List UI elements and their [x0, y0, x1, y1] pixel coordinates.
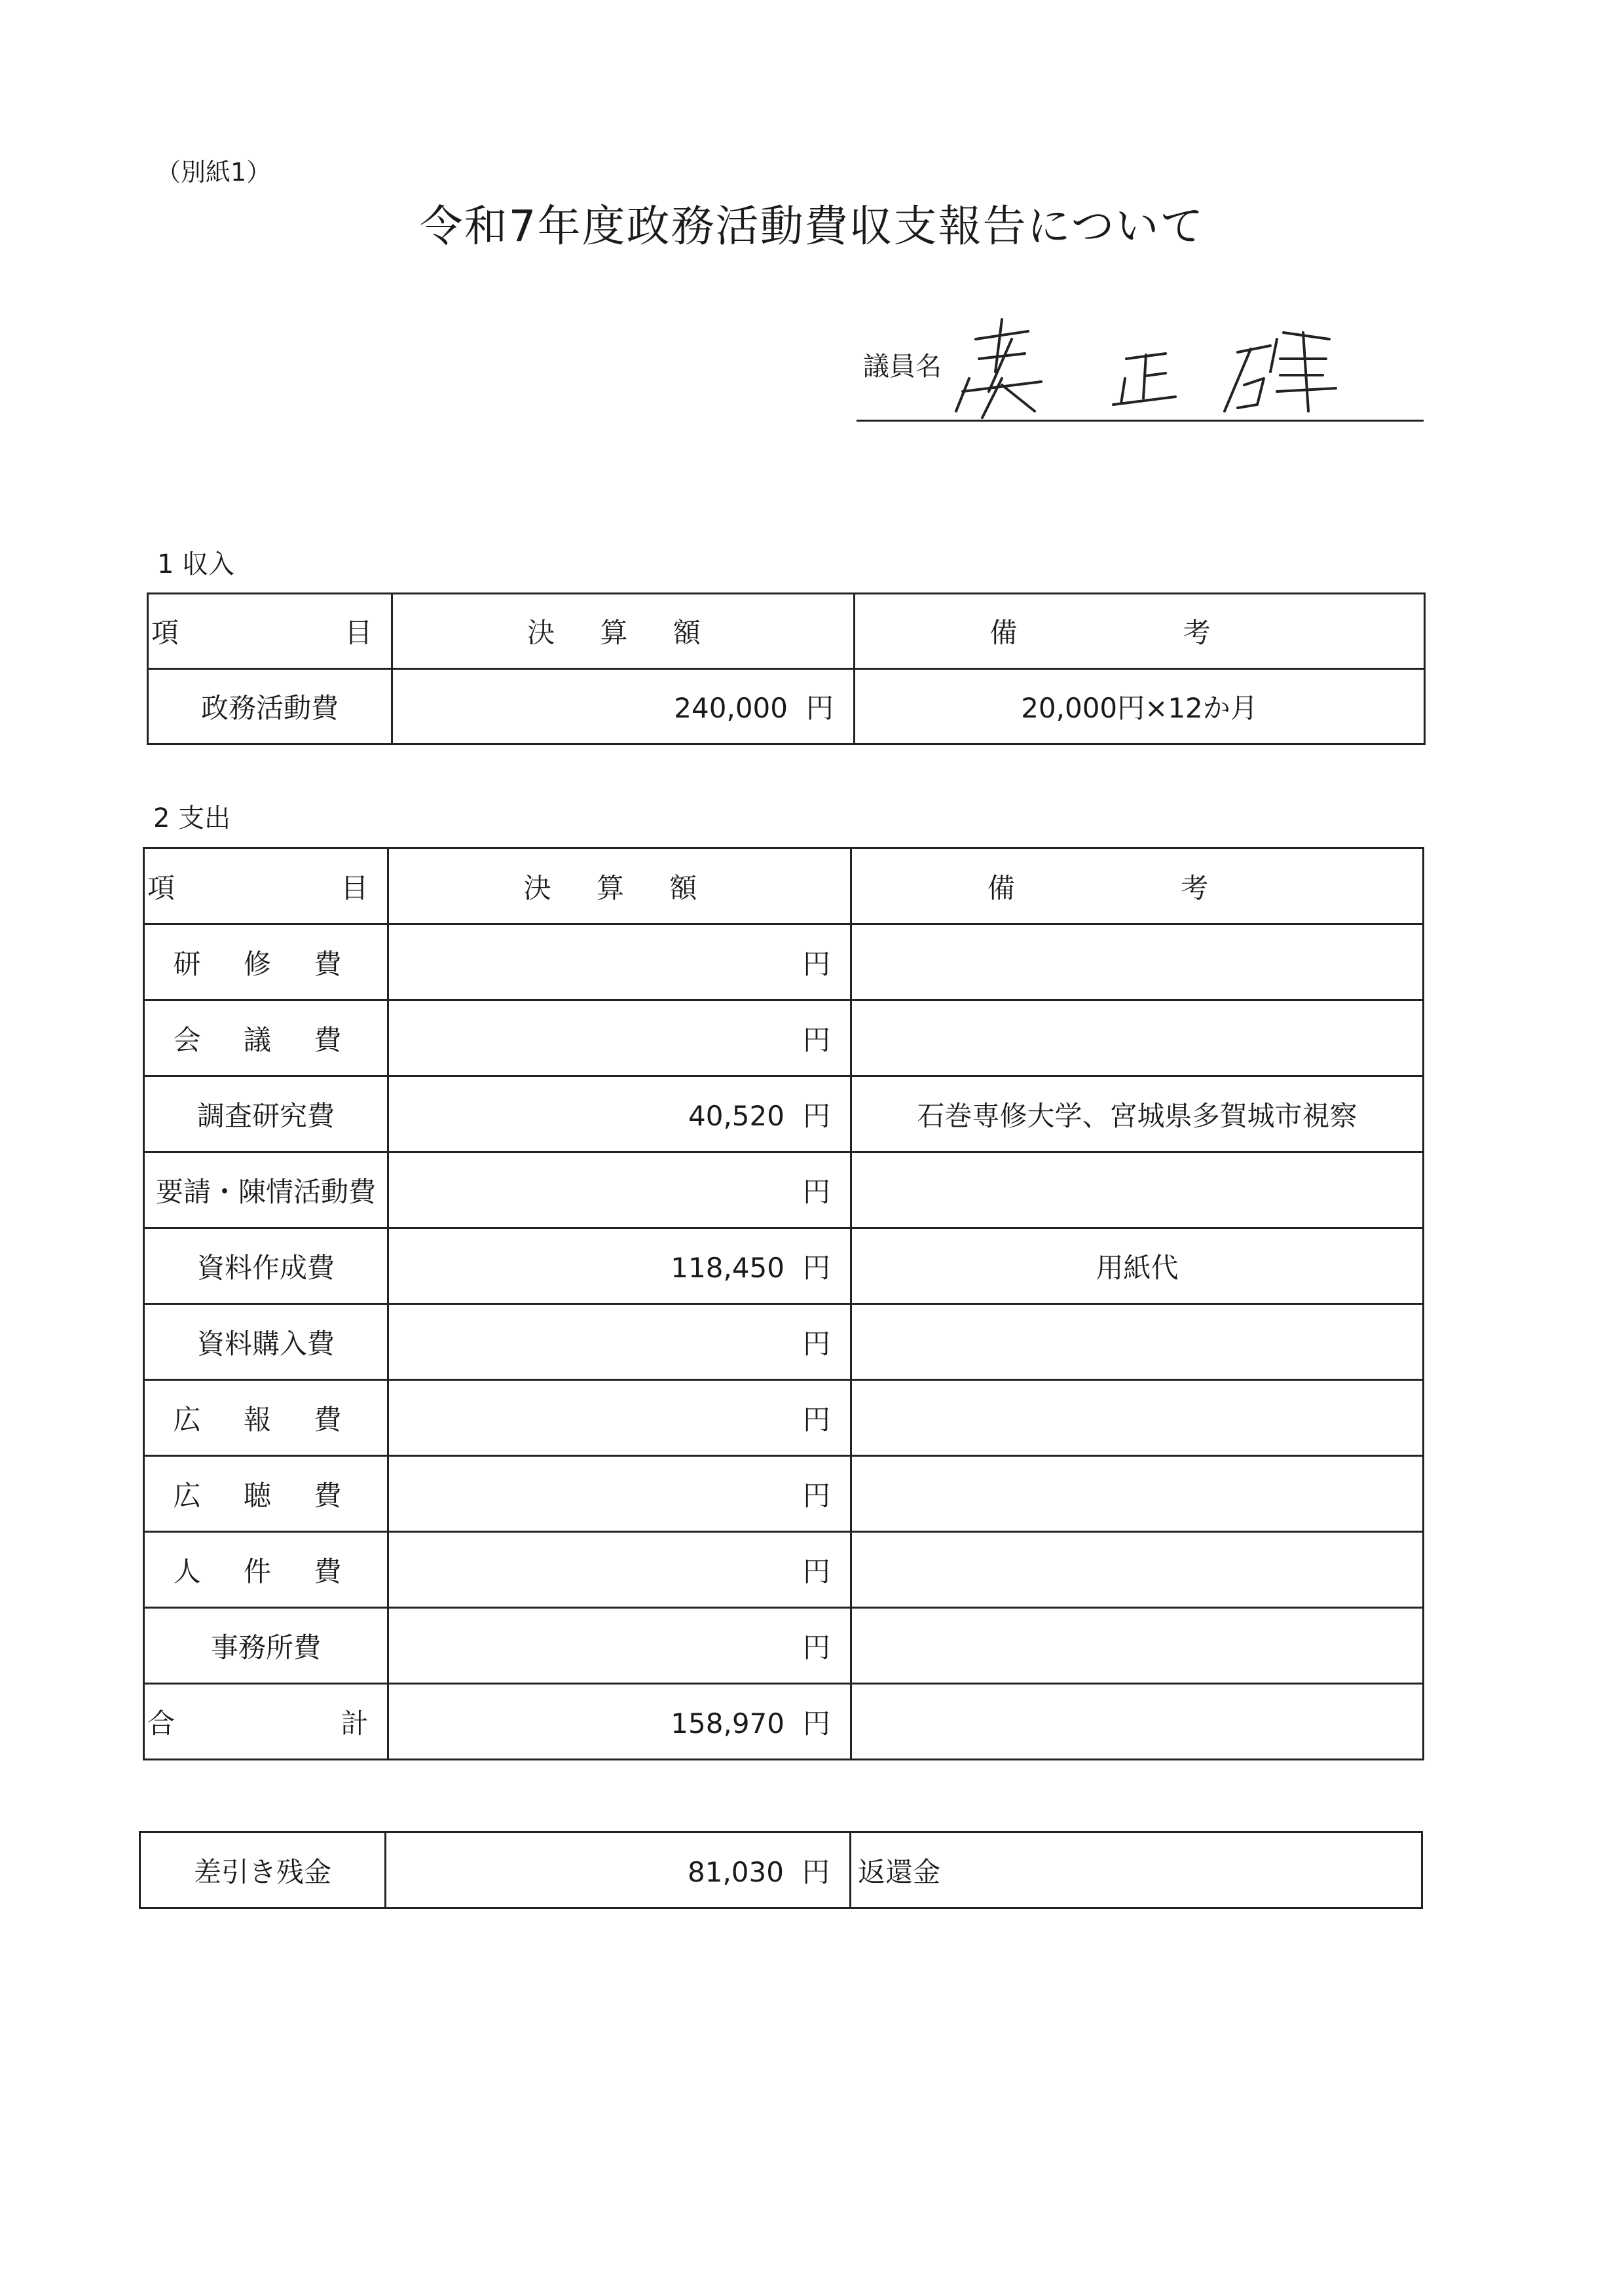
balance-table	[139, 1831, 1423, 1909]
row-item: 調査研究費	[144, 1076, 388, 1152]
income-heading: 1 収入	[157, 549, 235, 579]
amount-value: 240,000	[674, 692, 788, 724]
row-note	[851, 1684, 1424, 1760]
yen-unit: 円	[802, 1707, 830, 1740]
table-row	[144, 1228, 1424, 1304]
yen-unit: 円	[802, 1403, 830, 1436]
balance-label: 差引き残金	[140, 1832, 386, 1908]
row-item: 広 聴 費	[144, 1456, 388, 1532]
table-row	[148, 669, 1425, 744]
row-note	[851, 1152, 1424, 1228]
yen-unit: 円	[802, 1099, 830, 1132]
row-item: 要請・陳情活動費	[144, 1152, 388, 1228]
row-note	[851, 1532, 1424, 1608]
row-item: 人 件 費	[144, 1532, 388, 1608]
yen-unit: 円	[802, 1555, 830, 1588]
row-amount	[392, 669, 855, 744]
amount-value: 118,450	[671, 1251, 784, 1284]
table-row	[144, 1304, 1424, 1380]
yen-unit: 円	[802, 1327, 830, 1360]
row-note	[851, 1000, 1424, 1076]
table-header-row	[144, 848, 1424, 924]
yen-unit: 円	[802, 1023, 830, 1056]
row-amount	[388, 1456, 851, 1532]
table-row	[144, 1532, 1424, 1608]
table-row	[144, 1000, 1424, 1076]
handwritten-signature	[950, 313, 1369, 424]
row-item: 会 議 費	[144, 1000, 388, 1076]
row-item: 研 修 費	[144, 924, 388, 1000]
total-row	[144, 1684, 1424, 1760]
row-amount	[388, 1228, 851, 1304]
expense-table	[143, 847, 1424, 1760]
yen-unit: 円	[802, 1631, 830, 1664]
row-amount	[388, 1608, 851, 1684]
row-amount	[388, 1076, 851, 1152]
row-note: 用紙代	[851, 1228, 1424, 1304]
column-header-note: 備 考	[855, 594, 1425, 669]
income-table	[147, 592, 1426, 745]
table-row	[144, 1456, 1424, 1532]
table-header-row	[148, 594, 1425, 669]
amount-value: 81,030	[688, 1855, 784, 1888]
member-name-label: 議員名	[863, 352, 942, 382]
row-note	[851, 924, 1424, 1000]
table-row	[144, 1380, 1424, 1456]
row-item: 政務活動費	[148, 669, 392, 744]
row-amount	[388, 1152, 851, 1228]
row-item: 広 報 費	[144, 1380, 388, 1456]
row-item: 事務所費	[144, 1608, 388, 1684]
yen-unit: 円	[802, 1251, 830, 1284]
yen-unit: 円	[802, 1175, 830, 1208]
balance-amount	[386, 1832, 851, 1908]
column-header-amount: 決 算 額	[388, 848, 851, 924]
table-row	[144, 1152, 1424, 1228]
row-amount	[388, 1532, 851, 1608]
expense-heading: 2 支出	[153, 803, 231, 833]
amount-value: 158,970	[671, 1707, 784, 1740]
row-note	[851, 1304, 1424, 1380]
column-header-item: 項 目	[144, 848, 388, 924]
balance-row	[140, 1832, 1422, 1908]
yen-unit: 円	[802, 1479, 830, 1512]
page-title: 令和7年度政務活動費収支報告について	[419, 201, 1205, 251]
row-note	[851, 1380, 1424, 1456]
table-row	[144, 1076, 1424, 1152]
total-label: 合 計	[144, 1684, 388, 1760]
table-row	[144, 924, 1424, 1000]
column-header-item: 項 目	[148, 594, 392, 669]
row-amount	[388, 1380, 851, 1456]
row-note	[851, 1608, 1424, 1684]
row-note	[851, 1456, 1424, 1532]
row-item: 資料購入費	[144, 1304, 388, 1380]
row-item: 資料作成費	[144, 1228, 388, 1304]
amount-value: 40,520	[688, 1099, 784, 1132]
column-header-amount: 決 算 額	[392, 594, 855, 669]
yen-unit: 円	[802, 1855, 830, 1888]
total-amount	[388, 1684, 851, 1760]
row-amount	[388, 1304, 851, 1380]
table-row	[144, 1608, 1424, 1684]
column-header-note: 備 考	[851, 848, 1424, 924]
yen-unit: 円	[802, 947, 830, 980]
signature-underline	[857, 420, 1424, 422]
row-amount	[388, 1000, 851, 1076]
row-note: 石巻専修大学、宮城県多賀城市視察	[851, 1076, 1424, 1152]
balance-note: 返還金	[851, 1832, 1422, 1908]
row-amount	[388, 924, 851, 1000]
attachment-label: （別紙1）	[156, 158, 272, 187]
yen-unit: 円	[805, 692, 834, 724]
row-note: 20,000円×12か月	[855, 669, 1425, 744]
